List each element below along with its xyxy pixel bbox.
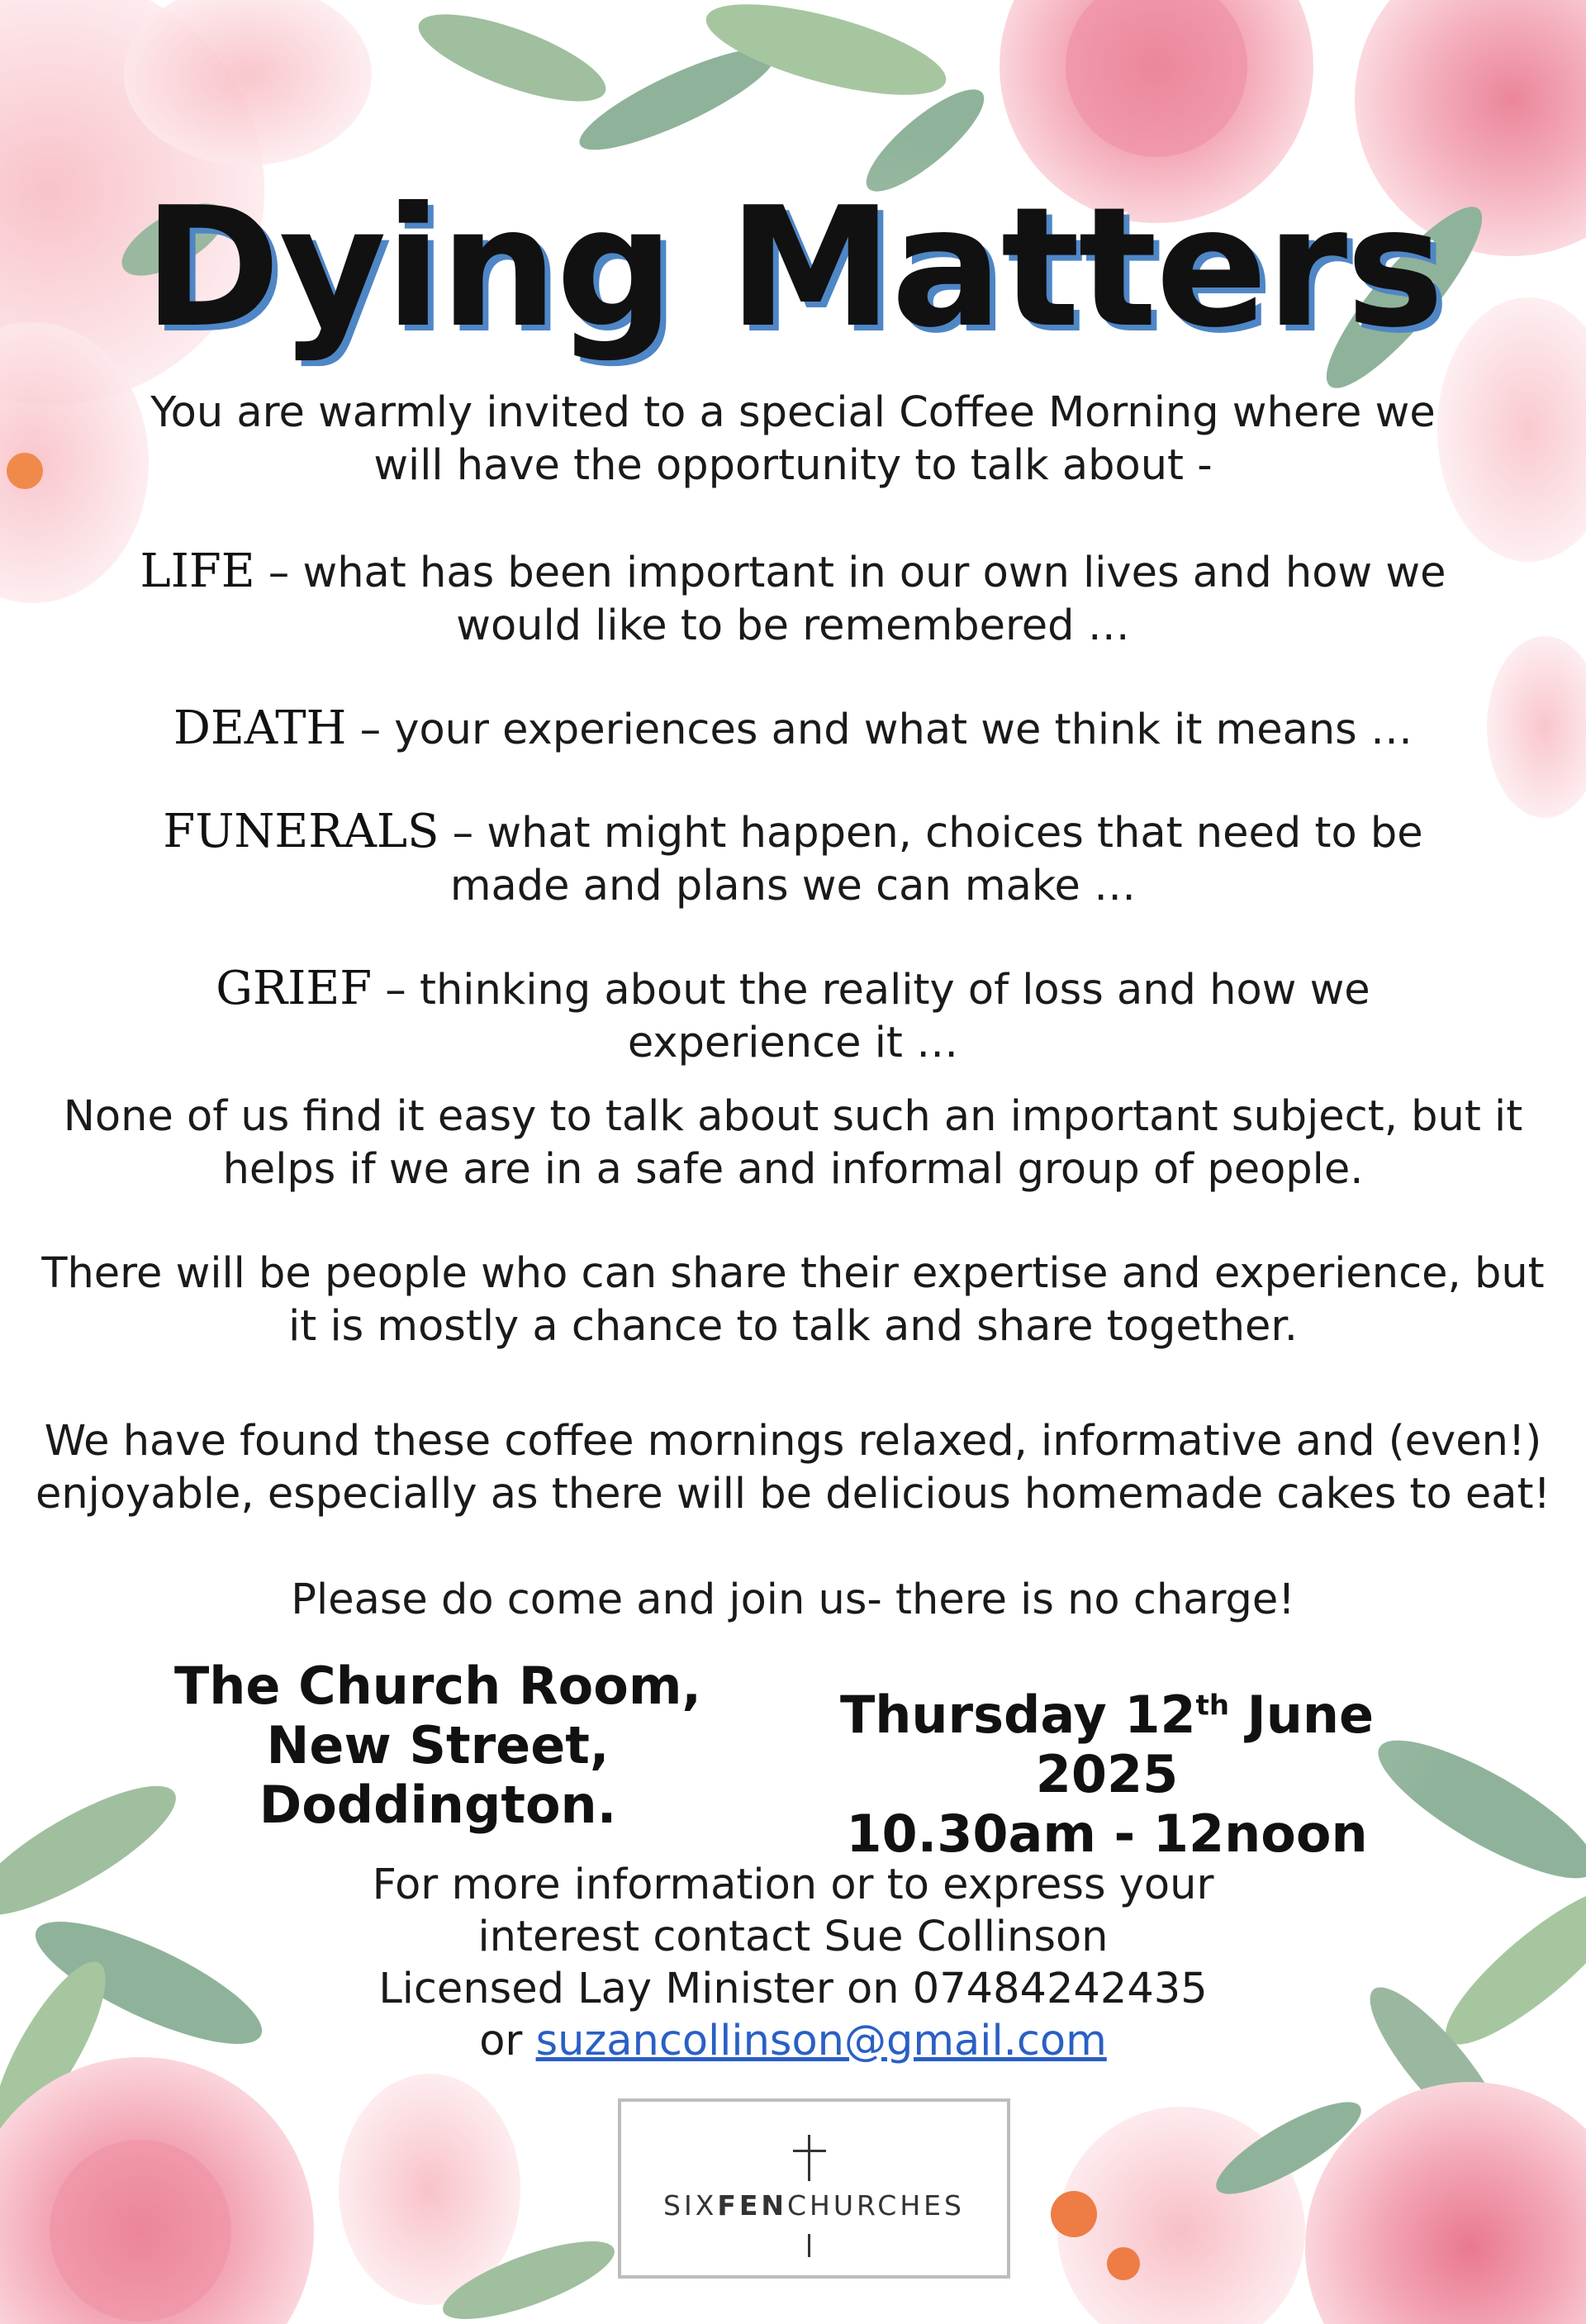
- topic-term: GRIEF: [216, 962, 373, 1015]
- paragraph-safe-group: None of us find it easy to talk about such an important subject, but it helps if we are in a safe and informal group of people.: [63, 1092, 1523, 1194]
- sixfen-churches-logo: [618, 2098, 1010, 2279]
- topic-term: FUNERALS: [163, 805, 439, 858]
- event-date: Thursday 12th June 2025: [839, 1685, 1375, 1804]
- intro-paragraph: [17, 387, 1569, 492]
- venue-address: The Church Room, New Street, Doddington.: [174, 1656, 701, 1835]
- event-datetime: [776, 1685, 1437, 1864]
- intro-line: You are warmly invited to a special Coffee Morning where we: [150, 388, 1436, 437]
- cross-icon: [808, 2135, 810, 2181]
- page-title: Dying Matters: [143, 172, 1443, 364]
- topic-life: [17, 545, 1569, 653]
- topic-term: LIFE: [140, 544, 255, 598]
- paragraph-invite: Please do come and join us- there is no charge!: [291, 1575, 1295, 1624]
- email-link[interactable]: suzancollinson@gmail.com: [535, 2017, 1107, 2065]
- topic-text: – what might happen, choices that need to be: [439, 809, 1423, 858]
- topic-text: – your experiences and what we think it means …: [346, 706, 1413, 754]
- topic-text: – thinking about the reality of loss and how we: [372, 966, 1370, 1015]
- event-time: 10.30am - 12noon: [846, 1804, 1368, 1864]
- intro-line: will have the opportunity to talk about -: [373, 441, 1213, 490]
- topic-text: experience it …: [627, 1019, 959, 1067]
- contact-info: For more information or to express your interest contact Sue Collinson Licensed Lay Minister on 07484242435 or suzancollinson@gmail.com: [372, 1861, 1214, 2065]
- topic-funerals: [17, 806, 1569, 913]
- topic-text: would like to be remembered …: [456, 601, 1130, 650]
- paragraph-expertise: There will be people who can share their expertise and experience, but it is mostly a chance to talk and share together.: [41, 1249, 1545, 1351]
- topic-text: made and plans we can make …: [449, 862, 1137, 910]
- topic-death: [17, 702, 1569, 757]
- paragraph-cakes: We have found these coffee mornings relaxed, informative and (even!) enjoyable, especially as there will be delicious homemade cakes to eat!: [35, 1417, 1551, 1518]
- topic-text: – what has been important in our own lives and how we: [254, 549, 1446, 597]
- topic-grief: [17, 962, 1569, 1070]
- logo-text: SIXFENCHURCHES: [663, 2189, 965, 2222]
- topic-term: DEATH: [173, 701, 347, 755]
